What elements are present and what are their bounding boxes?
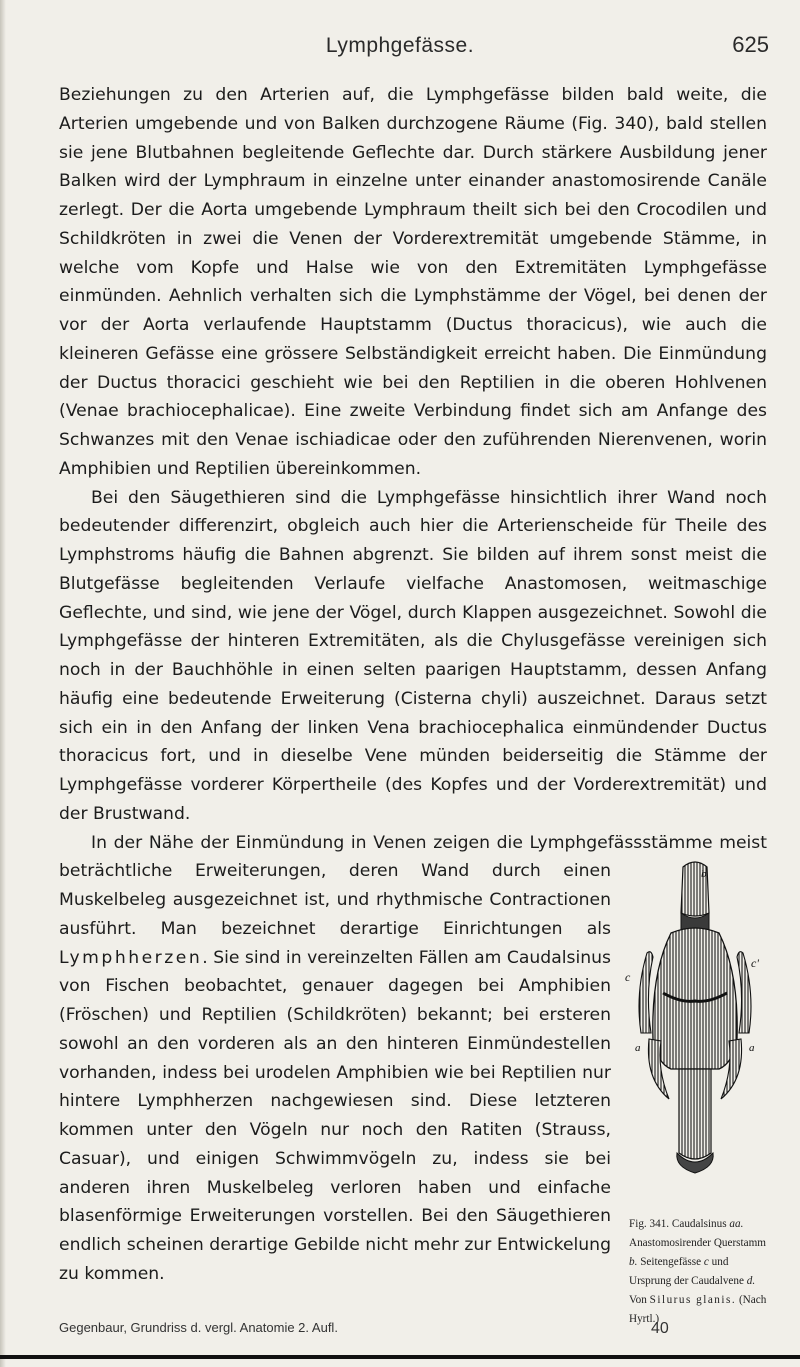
caption-credit: (Nach Hyrtl.) bbox=[629, 1294, 767, 1326]
paragraph-intro: In der Nähe der Einmündung in Venen zeigen die Lymphgefässstämme meist beträchtliche Erweiterungen, deren Wand durch einen bbox=[59, 832, 767, 882]
paragraph: Beziehungen zu den Arterien auf, die Lymphgefässe bilden bald weite, die Arterien umgebende und von Balken durchzogene Räume (Fig. 340), bald stellen sie jene Blutbahnen begleitende Geflechte dar. Durch stärkere Ausbildung jener Balken wird der Lymphraum in einzelne unter einander anastomosirende Canäle zerlegt. Der die Aorta umgebende Lymphraum theilt sich bei den Crocodilen und Schildkröten in zwei die Venen der Vorderextremität umgebende Stämme, in welche vom Kopfe und Halse wie von den Extremitäten Lymphgefässe einmünden. Aehnlich verhalten sich die Lymphstämme der Vögel, bei denen der vor der Aorta verlaufende Hauptstamm (Ductus thoracicus), wie auch die kleineren Gefässe eine grössere Selbständigkeit erreicht haben. Die Einmündung der Ductus thoracici geschieht wie bei den Reptilien in die oberen Hohlvenen (Venae brachiocephalicae). Eine zweite Verbindung findet sich am Anfange des Schwanzes mit den Venae ischiadicae oder den zuführenden Nierenvenen, worin Amphibien und Reptilien übereinkommen. bbox=[59, 85, 767, 479]
paragraph-lymphherzen bbox=[59, 829, 767, 1326]
label-b: b bbox=[701, 868, 707, 881]
paragraph-after-term: . Sie sind in vereinzelten Fällen am Caudalsinus von Fischen beobachtet, genauer dagegen bei Amphibien (Fröschen) und Reptilien (Schildkröten) bekannt; bei ersteren sowohl an den vorderen als an den hinteren Einmündestellen vorhanden, indess bei urodelen Amphibien wie bei Reptilien nur hintere Lymphherzen nachgewiesen sind. Diese letzteren kommen unter den Vögeln nur noch den Ratiten (Strauss, Casuar), und einigen Schwimmvögeln zu, indess sie bei anderen ihren Muskelbeleg verloren haben und einfache blasenförmige Erweiterungen vorstellen. Bei den Säugethieren endlich scheinen derartige Gebilde nicht mehr zur Entwickelung zu kommen. bbox=[59, 947, 611, 1284]
paragraph: Bei den Säugethieren sind die Lymphgefässe hinsichtlich ihrer Wand noch bedeutender differenzirt, obgleich auch hier die Arterienscheide für Theile des Lymphstroms häufig die Bahnen abgrenzt. Sie bilden auf ihrem sonst meist die Blutgefässe begleitenden Verlaufe vielfache Anastomosen, weitmaschige Geflechte, und sind, wie jene der Vögel, durch Klappen ausgezeichnet. Sowohl die Lymphgefässe der hinteren Extremitäten, als die Chylusgefässe vereinigen sich noch in der Bauchhöhle in einen selten paarigen Hauptstamm, dessen Anfang häufig eine bedeutende Erweiterung (Cisterna chyli) auszeichnet. Daraus setzt sich ein in den Anfang der linken Vena brachiocephalica einmündender Ductus thoracicus fort, und in dieselbe Vene münden beiderseitig die Stämme der Lymphgefässe vorderer Körpertheile (des Kopfes und der Vorderextremität) und der Brustwand. bbox=[59, 487, 767, 824]
paragraph-before-term: Muskelbeleg ausgezeichnet ist, und rhythmische Contractionen ausführt. Man bezeichnet derartige Einrichtungen als bbox=[59, 890, 611, 939]
label-a-left: a bbox=[635, 1042, 641, 1055]
page-edge-shadow bbox=[0, 0, 6, 1367]
bottom-rule bbox=[0, 1355, 800, 1359]
signature-mark: 40 bbox=[651, 1320, 669, 1337]
running-title: Lymphgefässe. bbox=[325, 34, 475, 57]
body-text bbox=[59, 81, 767, 1328]
label-c-right: c' bbox=[751, 956, 759, 971]
label-c-left: c bbox=[625, 970, 631, 985]
figure-caption: Fig. 341. Caudalsinus aa. Anastomosirender Querstamm b. Seitengefässe c und Ursprung der Caudalvene d. Von Silurus glanis. (Nach Hyrtl.) bbox=[629, 1218, 767, 1326]
page-header bbox=[0, 16, 800, 57]
page-number: 625 bbox=[732, 32, 769, 57]
term-lymphherzen: Lymphherzen bbox=[59, 947, 203, 968]
caption-fig-number: Fig. 341. bbox=[629, 1218, 670, 1231]
figure-341 bbox=[621, 853, 769, 1328]
page-footer bbox=[59, 1320, 765, 1344]
label-a-right: a bbox=[749, 1042, 755, 1055]
caudal-sinus-illustration bbox=[621, 853, 769, 1223]
footer-source: Gegenbaur, Grundriss d. vergl. Anatomie 2. Aufl. bbox=[59, 1320, 338, 1335]
caption-species: Silurus glanis. bbox=[649, 1294, 737, 1307]
